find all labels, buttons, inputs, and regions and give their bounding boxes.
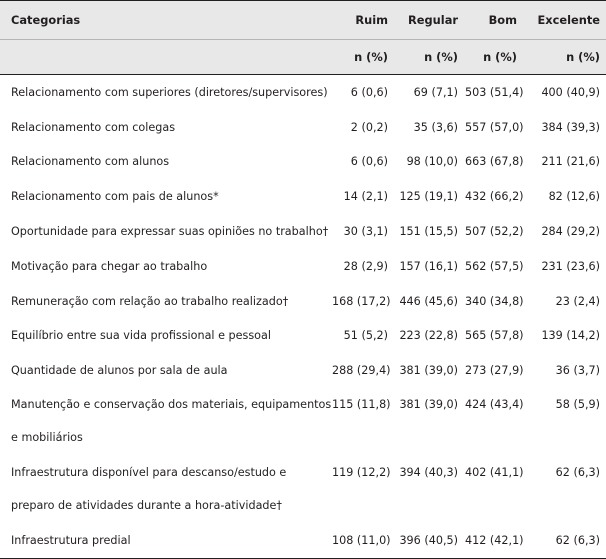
cell-value: 402 (41,1) xyxy=(465,465,524,479)
row-category-line: preparo de atividades durante a hora-atividade† xyxy=(11,498,283,512)
cell-ruim xyxy=(331,284,394,319)
cell-ruim xyxy=(331,388,394,456)
row-category xyxy=(0,179,331,214)
row-category-line: Relacionamento com pais de alunos* xyxy=(11,190,219,204)
cell-value: 231 (23,6) xyxy=(541,259,600,273)
cell-regular xyxy=(394,284,464,319)
subheader-row xyxy=(0,40,606,75)
cell-value: 14 (2,1) xyxy=(343,190,388,204)
subheader-bom: n (%) xyxy=(464,40,523,75)
cell-value: 211 (21,6) xyxy=(541,155,600,169)
cell-value: 30 (3,1) xyxy=(343,225,388,239)
cell-excelente xyxy=(523,284,606,319)
row-category-line: Manutenção e conservação dos materiais, equipamentos xyxy=(11,398,332,412)
cell-value: 507 (52,2) xyxy=(465,225,524,239)
table-body xyxy=(0,75,606,559)
cell-value: 384 (39,3) xyxy=(541,120,600,134)
cell-excelente xyxy=(523,145,606,180)
cell-value: 6 (0,6) xyxy=(350,155,388,169)
cell-value: 381 (39,0) xyxy=(399,364,458,378)
row-category xyxy=(0,75,331,110)
row-category xyxy=(0,353,331,388)
header-ruim: Ruim xyxy=(331,1,394,40)
subheader-excelente: n (%) xyxy=(523,40,606,75)
cell-value: 340 (34,8) xyxy=(465,294,524,308)
table-row xyxy=(0,214,606,249)
table-row xyxy=(0,456,606,524)
table-row xyxy=(0,179,606,214)
cell-value: 125 (19,1) xyxy=(399,190,458,204)
header-excelente: Excelente xyxy=(523,1,606,40)
cell-ruim xyxy=(331,353,394,388)
cell-excelente xyxy=(523,75,606,110)
cell-regular xyxy=(394,249,464,284)
row-category-line: Remuneração com relação ao trabalho realizado† xyxy=(11,294,289,308)
cell-bom xyxy=(464,353,523,388)
table-row xyxy=(0,249,606,284)
row-category xyxy=(0,523,331,558)
cell-value: 396 (40,5) xyxy=(399,534,458,548)
row-category xyxy=(0,284,331,319)
table-row xyxy=(0,388,606,456)
cell-bom xyxy=(464,214,523,249)
cell-ruim xyxy=(331,319,394,354)
cell-value: 69 (7,1) xyxy=(413,85,458,99)
cell-ruim xyxy=(331,75,394,110)
cell-regular xyxy=(394,353,464,388)
row-category-line: Relacionamento com superiores (diretores/supervisores) xyxy=(11,85,328,99)
cell-value: 28 (2,9) xyxy=(343,259,388,273)
cell-value: 115 (11,8) xyxy=(332,398,391,412)
cell-bom xyxy=(464,110,523,145)
table-header xyxy=(0,1,606,75)
cell-value: 663 (67,8) xyxy=(465,155,524,169)
cell-value: 151 (15,5) xyxy=(399,225,458,239)
cell-value: 223 (22,8) xyxy=(399,329,458,343)
cell-excelente xyxy=(523,179,606,214)
cell-value: 565 (57,8) xyxy=(465,329,524,343)
row-category-line: Equilíbrio entre sua vida profissional e pessoal xyxy=(11,329,271,343)
cell-excelente xyxy=(523,523,606,558)
cell-regular xyxy=(394,319,464,354)
cell-value: 157 (16,1) xyxy=(399,259,458,273)
cell-value: 51 (5,2) xyxy=(343,329,388,343)
row-category-line: e mobiliários xyxy=(11,430,83,444)
cell-bom xyxy=(464,319,523,354)
table-row xyxy=(0,353,606,388)
row-category-line: Motivação para chegar ao trabalho xyxy=(11,259,208,273)
cell-value: 412 (42,1) xyxy=(465,534,524,548)
cell-value: 424 (43,4) xyxy=(465,398,524,412)
cell-value: 168 (17,2) xyxy=(332,294,391,308)
cell-value: 108 (11,0) xyxy=(332,534,391,548)
cell-ruim xyxy=(331,523,394,558)
table-row xyxy=(0,523,606,558)
cell-bom xyxy=(464,284,523,319)
row-category xyxy=(0,456,331,524)
cell-value: 62 (6,3) xyxy=(555,534,600,548)
table-row xyxy=(0,145,606,180)
cell-value: 284 (29,2) xyxy=(541,225,600,239)
cell-bom xyxy=(464,179,523,214)
cell-value: 432 (66,2) xyxy=(465,190,524,204)
cell-value: 23 (2,4) xyxy=(555,294,600,308)
row-category-line: Infraestrutura predial xyxy=(11,534,131,548)
header-row xyxy=(0,1,606,40)
cell-value: 446 (45,6) xyxy=(399,294,458,308)
cell-ruim xyxy=(331,110,394,145)
table-row xyxy=(0,319,606,354)
cell-regular xyxy=(394,110,464,145)
row-category-line: Quantidade de alunos por sala de aula xyxy=(11,364,228,378)
cell-value: 119 (12,2) xyxy=(332,465,391,479)
row-category xyxy=(0,249,331,284)
row-category xyxy=(0,388,331,456)
row-category-line: Infraestrutura disponível para descanso/estudo e xyxy=(11,465,287,479)
table-row xyxy=(0,75,606,110)
table-row xyxy=(0,284,606,319)
cell-value: 35 (3,6) xyxy=(413,120,458,134)
cell-value: 394 (40,3) xyxy=(399,465,458,479)
cell-excelente xyxy=(523,353,606,388)
cell-excelente xyxy=(523,388,606,456)
row-category xyxy=(0,319,331,354)
cell-bom xyxy=(464,456,523,524)
cell-value: 58 (5,9) xyxy=(555,398,600,412)
cell-value: 503 (51,4) xyxy=(465,85,524,99)
subheader-regular: n (%) xyxy=(394,40,464,75)
cell-value: 2 (0,2) xyxy=(350,120,388,134)
cell-value: 82 (12,6) xyxy=(548,190,600,204)
cell-excelente xyxy=(523,110,606,145)
cell-value: 62 (6,3) xyxy=(555,465,600,479)
row-category-line: Oportunidade para expressar suas opiniões no trabalho† xyxy=(11,225,329,239)
cell-value: 381 (39,0) xyxy=(399,398,458,412)
cell-regular xyxy=(394,523,464,558)
cell-value: 139 (14,2) xyxy=(541,329,600,343)
row-category-line: Relacionamento com colegas xyxy=(11,120,176,134)
cell-regular xyxy=(394,75,464,110)
cell-excelente xyxy=(523,456,606,524)
cell-regular xyxy=(394,388,464,456)
cell-bom xyxy=(464,388,523,456)
cell-regular xyxy=(394,214,464,249)
cell-bom xyxy=(464,145,523,180)
row-category-line: Relacionamento com alunos xyxy=(11,155,170,169)
cell-value: 6 (0,6) xyxy=(350,85,388,99)
cell-value: 288 (29,4) xyxy=(332,364,391,378)
cell-bom xyxy=(464,523,523,558)
subheader-empty xyxy=(0,40,331,75)
cell-excelente xyxy=(523,249,606,284)
cell-ruim xyxy=(331,179,394,214)
row-category xyxy=(0,145,331,180)
cell-ruim xyxy=(331,249,394,284)
cell-bom xyxy=(464,75,523,110)
cell-ruim xyxy=(331,456,394,524)
cell-regular xyxy=(394,456,464,524)
cell-value: 557 (57,0) xyxy=(465,120,524,134)
cell-value: 98 (10,0) xyxy=(406,155,458,169)
cell-ruim xyxy=(331,214,394,249)
cell-regular xyxy=(394,145,464,180)
cell-regular xyxy=(394,179,464,214)
cell-value: 273 (27,9) xyxy=(465,364,524,378)
cell-bom xyxy=(464,249,523,284)
subheader-ruim: n (%) xyxy=(331,40,394,75)
cell-value: 400 (40,9) xyxy=(541,85,600,99)
cell-value: 36 (3,7) xyxy=(555,364,600,378)
row-category xyxy=(0,214,331,249)
table-row xyxy=(0,110,606,145)
header-categorias: Categorias xyxy=(0,1,331,40)
cell-excelente xyxy=(523,319,606,354)
cell-ruim xyxy=(331,145,394,180)
header-bom: Bom xyxy=(464,1,523,40)
cell-excelente xyxy=(523,214,606,249)
header-regular: Regular xyxy=(394,1,464,40)
row-category xyxy=(0,110,331,145)
cell-value: 562 (57,5) xyxy=(465,259,524,273)
